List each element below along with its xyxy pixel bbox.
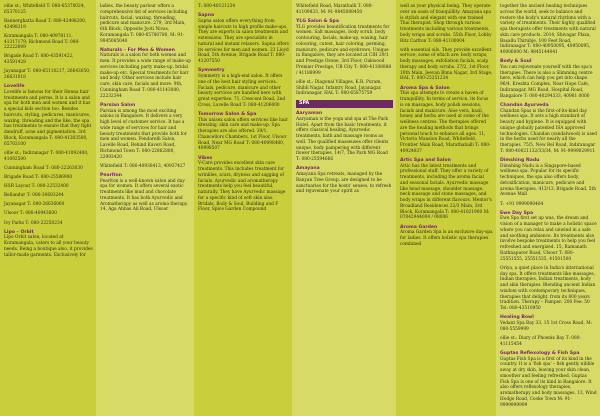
listing-title: Parsian Salon xyxy=(100,102,136,108)
listing-title: Dimshing Nadu xyxy=(500,157,540,163)
column-2 xyxy=(96,0,194,416)
listing-description: Ulsoor T: 080-40943600 xyxy=(4,211,57,217)
listing-description: Guptas Fish Spa is a first of its kind in the country. It is a 'fish spa' – fish gently nibble away at dry skin, leaving your skin clean, smoother and feeling refreshed. Guptas Fish Spa is one of its kind in Bangalore. It also offers reflexology therapies, aromatherapy and body massages. 13, Wind Hodge Road, Cooke Town M: 91-9999999999 xyxy=(500,356,597,408)
listing-description: Lipo Orbit salon, located at Koramangala, caters to all your beauty needs. Being a boutique also, it provides tailor-made garments. Exclusively for xyxy=(4,235,93,258)
listing-entry xyxy=(4,175,94,181)
listing-description: T: 080-40121234 xyxy=(198,4,236,9)
listing-entry xyxy=(4,4,94,16)
listing-entry xyxy=(500,315,597,332)
listing-description: ladies, the beauty parlour offers a comprehensive list of services including haircuts, facial, waxing, threading, pedicure and manicure. 279, 3rd Main, 6th Block, Opposite Jyoti Nivas, Koramangala T: 080-65780780, M: 91-9845065040 xyxy=(100,4,188,44)
listing-entry xyxy=(500,211,597,263)
listing-description: Vedant Spa Bay 33, 15 1st Cross Road, M: 080-5559999 xyxy=(500,320,593,332)
listing-entry xyxy=(4,202,94,208)
listing-description: This spa attempts to create a haven of tranquillity. In terms of service, its focus is on massages, body polish sessions, facials and manicure. Aloe vera, basil, honey and herbs are used at some of the wellness centres. The therapies offered are the healing methods that brings personal touch to enhance all ages. 11, Victoria Mansion Road, Whitefield, Frontier Main Road, Marathahalli T: 080-40924037 xyxy=(400,91,491,154)
listing-description: You can rejuvenate yourself with the spa's therapies. There is also a Slimming centre here, which can help you get into shape. 96/4, Kreshta Complex, Near Hope Cafe, Indiranagar, MG Road, Hospital Road, Bangalore T: 080-40294333, 40981 0000 xyxy=(500,64,593,99)
listing-description: Amayana Spa retreats, managed by the Banyan Tree Group, are designed to be sanctuaries for the hosts' senses, to refresh and rejuvenate your spirit as xyxy=(296,172,392,195)
listing-title: Lovelife xyxy=(4,84,25,90)
listing-entry xyxy=(500,336,597,348)
listing-description: This unisex salon offers services like hair dressing, skin care and make-up. Spa therapies are also offered. 39/1, Chancellors Chambers, 1st Floor, Ulsoor Road, Near MG Road T: 080-40998480, 40998507 xyxy=(198,117,288,152)
listing-entry xyxy=(4,193,94,199)
listing-entry xyxy=(198,112,289,152)
listing-description: together the ancient healing techniques across the world, seek to balance and restore the body's natural rhythms with a variety of treatments. Their highly qualified spa therapists offer treatments with natural skin care products. 2014, Shivagar Plaza, Basallu Thirubje, 100 Feet Road, Indiranagar T: 080-40950095, 40950095, 40006000 M: 9845144041 xyxy=(500,4,596,55)
listing-description: Naturals is a salon for both women and men. It provides a wide range of make-up services including party make-up, bridal make-up etc. Special treatments for hair and body. Other services include hair care, skin care, facials and more. 9th, Cunningham Road T: 080-41143080, 22232344 xyxy=(100,53,191,99)
listing-entry xyxy=(4,34,94,51)
listing-title: Body & Soul xyxy=(500,59,532,65)
listing-entry xyxy=(500,266,597,312)
listing-title: Vibes xyxy=(198,155,213,161)
listing-title: Artic Spa and Salon xyxy=(400,157,451,163)
listing-title: Healing Bowl xyxy=(500,315,534,321)
listing-description: Lovelife is famous for their Henna hair treatments and perms. It is a salon and spa for both men and women and it has a special kids section too. Besides haircuts, styling, pedicures, manicures, waxing, threading and the like, the spa has treatments to ensure that they fight dandruff, acne and pigmentation. 3rd Block, Koramangala T: 080-41303500, 65703100 xyxy=(4,89,92,147)
listing-description: Symmetry is a high-end salon. It offers one of the best hair styling services. Facials, pedicure, manicure and other beauty services are handled here with great expertise. 71, Crescent Road, 2nd Cross, Lavelle Road T: 080-41206000 xyxy=(198,74,286,108)
listing-description: Jayanagar T: 080-65110217, 26643050, 26631018 xyxy=(4,69,91,81)
listing-description: Aroma Garden Spa is an exclusive day-spa for ladies. It offers holistic spa therapies combined xyxy=(400,230,493,247)
listing-entry xyxy=(4,166,94,172)
listing-description: Whitefield Road, Marathalli T: 080-41109833, M: 91-9845088450 xyxy=(296,4,373,15)
listing-title: YLG Salon & Spa xyxy=(296,18,339,24)
listing-entry xyxy=(500,59,597,99)
listing-entry xyxy=(4,69,94,81)
listing-entry xyxy=(500,103,597,155)
listing-title: Sapna xyxy=(198,13,215,19)
column-1 xyxy=(0,0,97,416)
listing-entry xyxy=(4,184,94,190)
listing-title: Guptas Reflexology & Fish Spa xyxy=(500,350,580,356)
listing-entry xyxy=(400,225,493,248)
listing-entry xyxy=(4,151,94,163)
listing-entry xyxy=(296,166,393,195)
listing-entry xyxy=(296,19,393,77)
listing-description: Oriya, a quiet place in India's international day spa. It offers treatments like massages, Indian therapies, Indian treatments, body and skin therapies. Blending ancient Indian wisdom with contemporary techniques, therapies that delight, from its 800 years tradition. Therapy – Pamper: 200 Fee: 50 Tel: 080-43510950 xyxy=(500,265,596,312)
listing-title: Aaryaman xyxy=(296,111,323,117)
listing-entry xyxy=(4,221,94,227)
listing-description: YLG provides beautification treatments for women. Salt massages, body scrub, body contouring, facials, make-up, waxing, hair colouring, cutest, hair coloring, perming, manicure, pedicure and eyebrows. Unique in Bangalore, they are located at CIH 29/1 and Prestige Ozone, 3rd Floor, Oakwood Premier Prestige, UB City T: 080-41188888 / 41188999 xyxy=(296,24,392,76)
listing-description: ollie st.: Diagonal Villages, K.R. Puram, Shibli Nagar, Infantry Road, Jayanagar, Indiranagar, HAL T: 080-65875759 xyxy=(296,79,382,97)
listing-description: Bannerghatta Road T: 080-42498200, 42498219 xyxy=(4,18,87,30)
listing-description: Parsian is among the most exciting salons in Bangalore. It delivers a very high level of customer service. It has a wide range of services for hair and beauty treatments that provide both for men and women. Fendarelli Salon, Lavelle Road, Behind Kaveri Road, Richmond Town T: 080-22862880, 22993420 xyxy=(100,108,187,160)
listing-entry xyxy=(4,211,94,217)
listing-description: ollie st.; Indiranagar T: 080-41092400, 41092500 xyxy=(4,150,89,162)
listing-title: Amayana xyxy=(296,166,320,172)
listing-entry xyxy=(400,86,493,155)
listing-entry xyxy=(4,84,94,147)
listing-entry xyxy=(198,4,289,10)
listing-entry xyxy=(500,4,597,56)
section-header-spa: SPA xyxy=(296,100,393,108)
listing-description: Sapna salon offers everything from simple haircuts to high profile make-ups. They are experts in salon treatments and extensions. They are specialists in natural and instant relaxers. Sapna offers its services for men and women. 23 Lloyd Road, 5th Avenue, Brigade Road T: 080-41207550 xyxy=(198,18,290,65)
listing-description: ollie st.: Diary of Phoenix Bay T: 080-41115454 xyxy=(500,335,581,347)
column-4 xyxy=(292,0,396,416)
listing-entry xyxy=(400,158,493,221)
listing-entry xyxy=(296,80,393,97)
listing-description: Artic has the latest treatments and professional staff. They offer a variety of treatments, including the aroma facial and seasonal facials. Ayurvedic massage like head massage, shoulder massage, neck massage and stone massages, and body wraps in different flavours. Mentor's Broadland Residences 22/3 Main, 3rd Block, Koramangala T: 080-41021900 M: 07042944004 / 08006 xyxy=(400,163,492,221)
listing-entry xyxy=(296,4,393,16)
listing-description: HSR Layout T: 080-22532400 xyxy=(4,184,69,190)
listing-description: Ivy Parks T: 080-22250234 xyxy=(4,220,63,226)
listing-title: Tomorrow Salon & Spa xyxy=(198,111,257,117)
listing-entry xyxy=(100,48,191,100)
listing-description: Jayanagar T: 080-26636060 xyxy=(4,202,65,208)
listing-description: Ewe Spa first set up was, the dream and vision of a manager to make a holistic space where you can relax and unwind in a safe and soothing ambience. Its treatments also involve bespoke treatments to help you feel refreshed and energized. 15, Ramanath Rathnapurer Road, Ulsoor T: 080-25551555, 25551535, 41501500 xyxy=(500,216,597,262)
listing-entry xyxy=(296,111,393,163)
listing-description: Chandan Spas is the first-of-its-kind day wellness spa. It sets a high standard of beauty and hygiene. It is equipped with unique globally patented ISA approved technologies. Chandan (sandalwood) is used in the herbs used for nearly all the therapies. 75/5, New Bel Road, Indiranagar T: 080-40021132/33/34, M: 91-9999029911 xyxy=(500,108,597,154)
column-3 xyxy=(194,0,292,416)
listing-entry xyxy=(198,68,289,108)
listing-title: Symmetry xyxy=(198,68,225,74)
listing-entry xyxy=(400,4,493,44)
listing-description: Brigade Road T: 080-25586900 xyxy=(4,174,73,180)
listing-description: Cunningham Road T: 080-22263030 xyxy=(4,165,83,171)
listing-entry xyxy=(100,173,191,213)
listing-entry xyxy=(4,54,94,66)
listing-description: Pearlton is a well-known salon and day spa for women. It offers several exotic treatments like mud and chocolate treatments. It has both Ayurvedic and Aromatherapy as well as aroma therapy. 14, Aga Abbas Ali Road, Ulsoor xyxy=(100,178,189,213)
column-6 xyxy=(496,0,600,416)
listing-entry xyxy=(100,4,191,44)
listing-description: with essential oils. They provide excellent service, some of which are: body wraps, body massages, exfoliation facials, scalp therapy and body scrubs. 27/2, 1st Floor, 10th Main, Jeevan Bima Nagar, 3rd Stage, HAL T: 080-25251234 xyxy=(400,47,493,82)
listing-description: V-Care provides excellent skin care treatments. This includes treatment for wrinkles, scars, dryness and sagging of facials. Ayurvedic and aromatherapy treatments help you feel beautiful, naturally. They have Ayurvedic massage for a specific kind of soft skin also. Bridals, Body & Soul, Building and F Floor, Spice Garden Compound xyxy=(198,161,286,213)
listing-entry xyxy=(500,351,597,409)
listing-entry xyxy=(400,48,493,83)
listing-title: Lipo – Orbit xyxy=(4,229,34,235)
listing-entry xyxy=(4,19,94,31)
listing-title: Naturals – For Men & Women xyxy=(100,47,175,53)
listing-description: Koramangala T: 080-40978111, 41317179; Richmond Road T: 080-22222009 xyxy=(4,33,80,51)
listing-title: Aroma Spa & Salon xyxy=(400,85,450,91)
listing-description: Brigade Road T: 080-43591422, 43591428 xyxy=(4,54,74,66)
listing-description: ollie st.; Whitefield T: 080-65370024, 65370125 xyxy=(4,4,85,15)
listing-description: Aaryaman is the yoga and spa at The Park Hotel. Apart from the basic treatments, it offers classical healing, Ayurvedic treatments, bath and massage rooms as well. The qualified masseuses offer clients unique, body pampering with different flower therapies. 14/7, The Park MG Road T: 080-25594666 xyxy=(296,116,389,163)
listing-description: well as your physical being. They operate over an oasis of tranquillity. Amayana spa is stylish and elegant with one trained Thai therapist. Shop through various treatments including various treatments, body wraps and scrubs. 55th Floor, Lobby Ritz Carlton T: 080-41100004 xyxy=(400,4,492,44)
listing-description: Dimshing Nadu is a Singapore-based wellness spa. Popular for its specific techniques, the spa also offers body, detoxification, manicure, pedicure and aroma therapies. 413/13, Brigade Road, 5th Avenue Mall xyxy=(500,163,596,198)
listing-entry xyxy=(4,230,94,259)
listing-title: Ewe Day Spa xyxy=(500,210,534,216)
listing-entry xyxy=(500,158,597,198)
listing-entry xyxy=(198,13,289,65)
listing-title: Pearlton xyxy=(100,172,123,178)
listing-entry xyxy=(100,164,191,170)
listing-entry xyxy=(100,103,191,161)
column-5 xyxy=(396,0,496,416)
listing-entry xyxy=(500,202,597,208)
listing-title: Chandan Ayurveda xyxy=(500,102,549,108)
listing-description: Bellandur T: 080-30683244 xyxy=(4,193,64,199)
listing-title: Aroma Garden xyxy=(400,224,438,230)
listing-entry xyxy=(198,156,289,214)
listing-description: T: +91 9999090464 xyxy=(500,201,544,207)
listing-description: Whitefield T: 080-40938413, 40937427 xyxy=(100,163,186,169)
